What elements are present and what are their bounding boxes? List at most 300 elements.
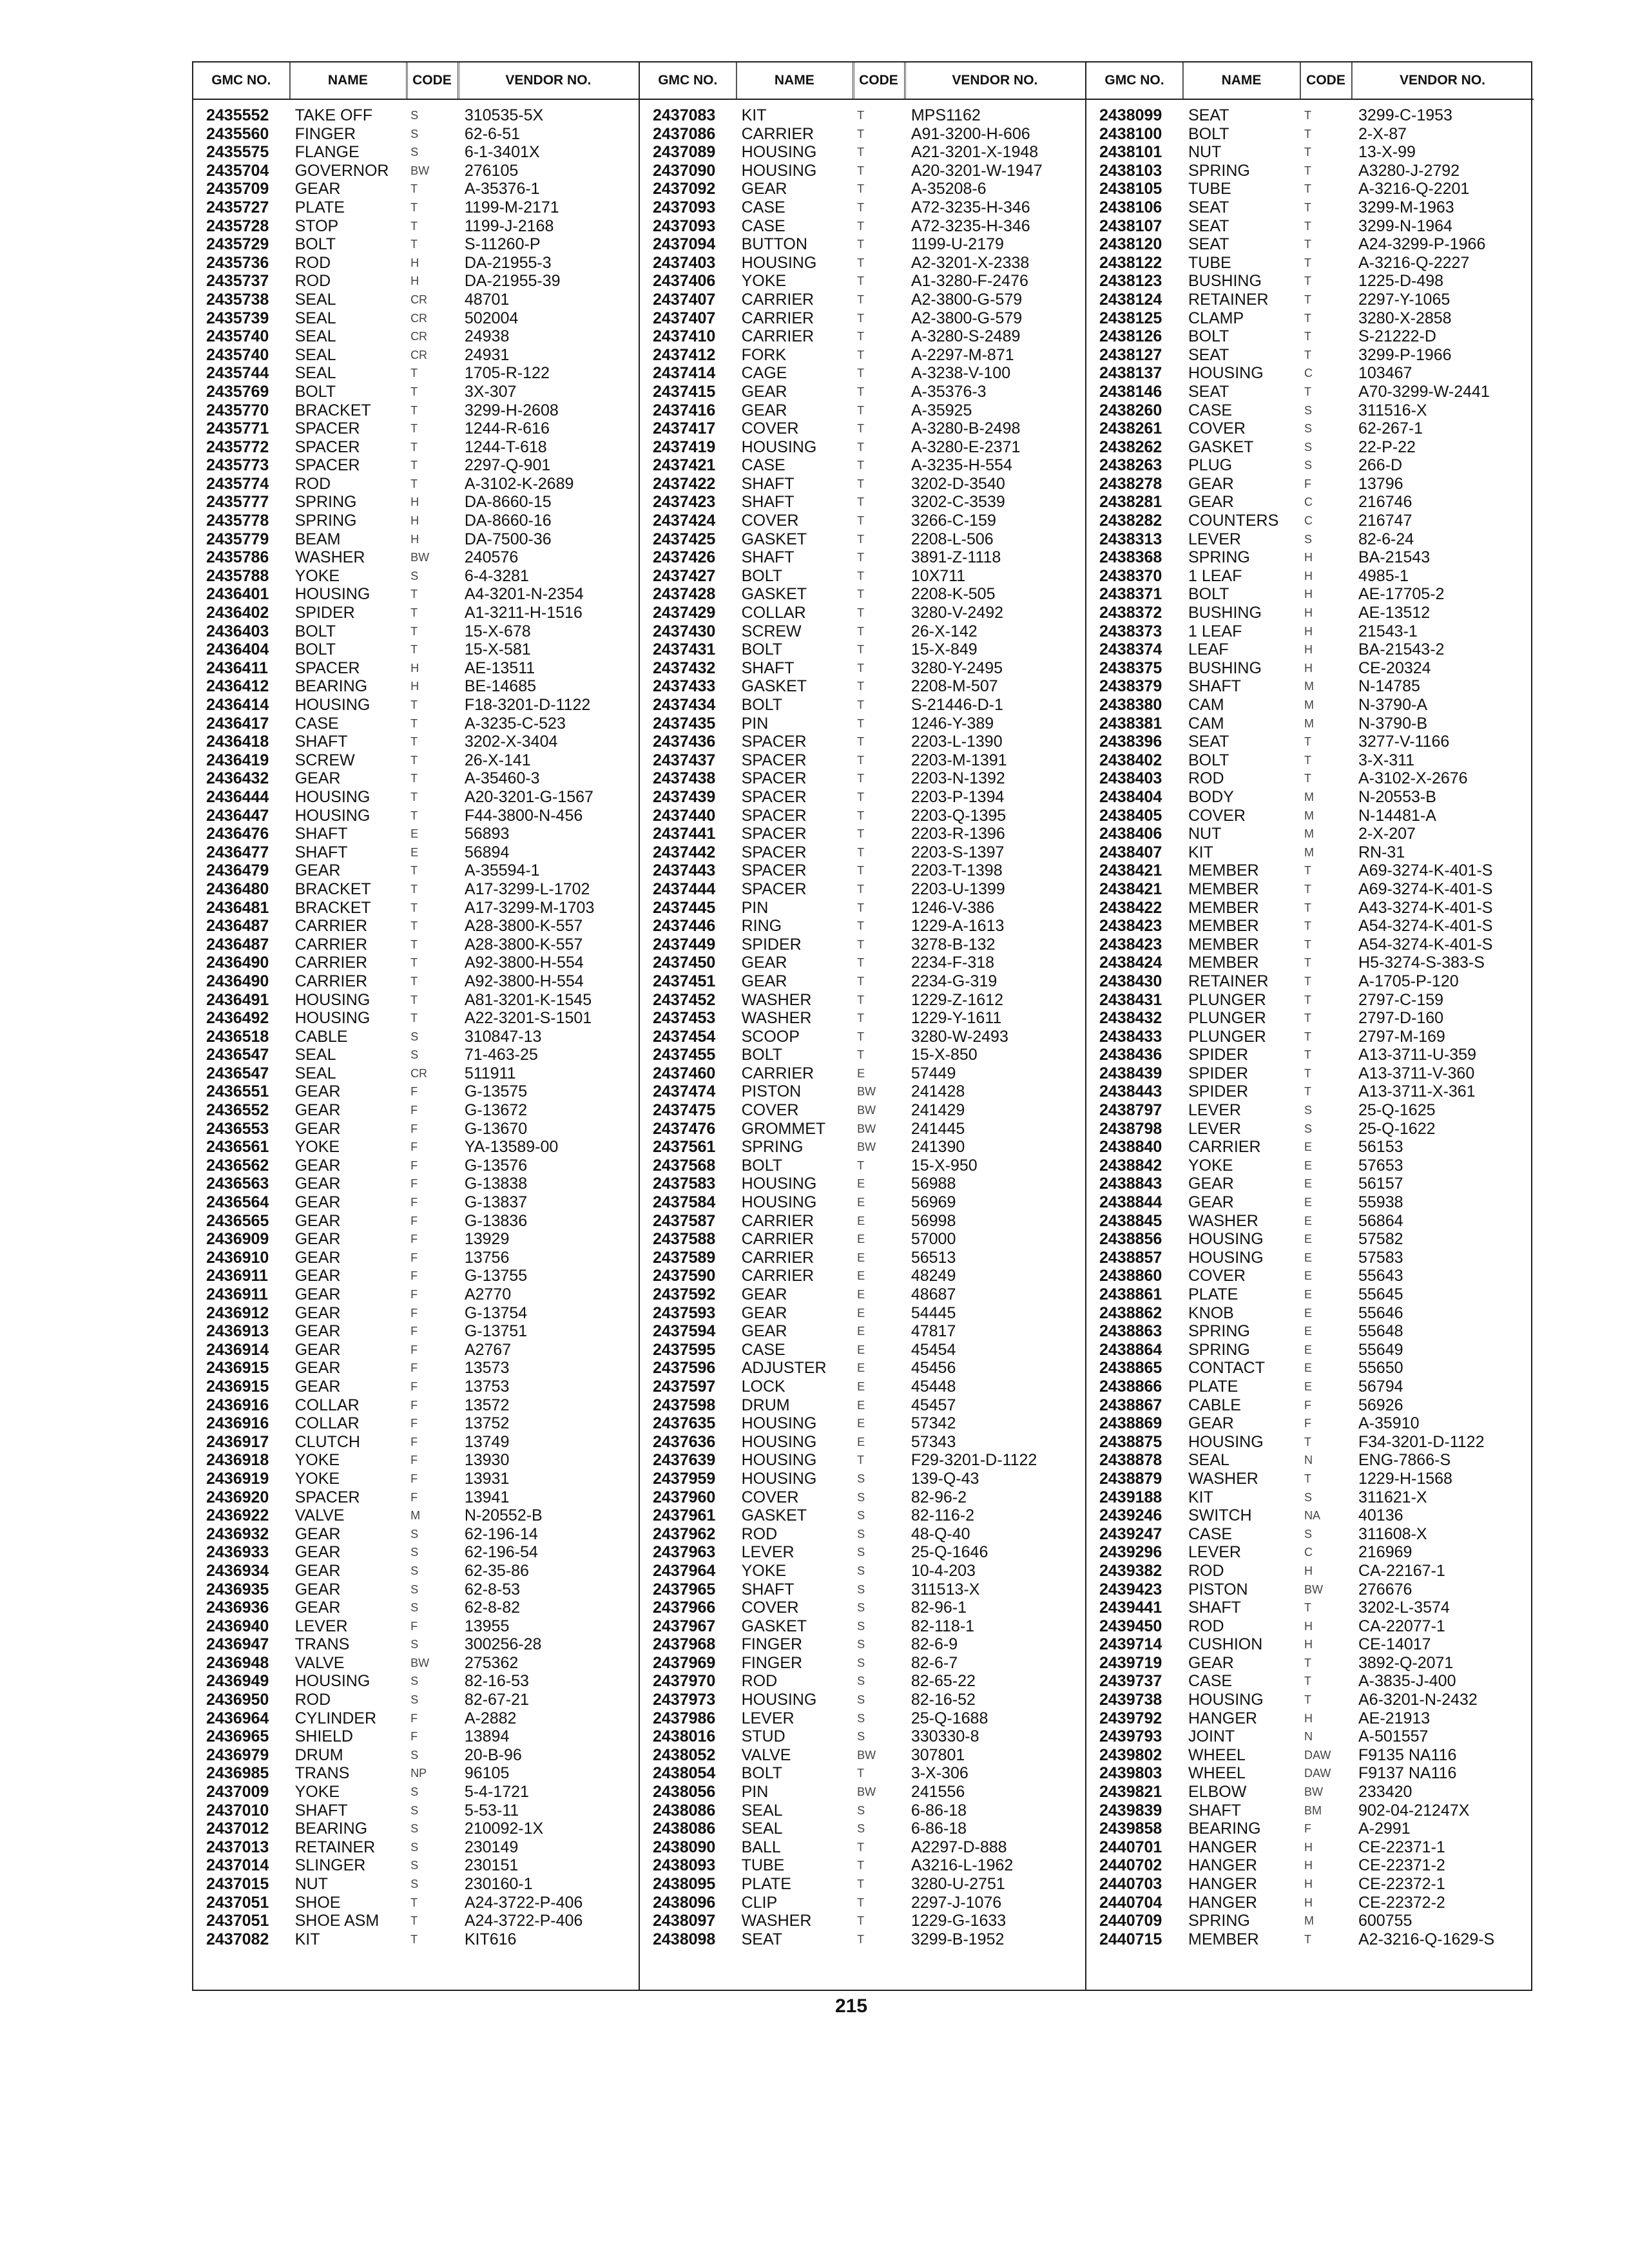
- vendor-no-cell: 57342: [911, 1414, 956, 1433]
- vendor-no-cell: 6-1-3401X: [464, 143, 540, 162]
- vendor-no-cell: 233420: [1358, 1783, 1412, 1802]
- gmc-no-cell: 2436479: [206, 861, 269, 880]
- code-cell: S: [1304, 459, 1313, 472]
- vendor-no-cell: 13756: [464, 1248, 510, 1267]
- name-cell: CAM: [1188, 714, 1224, 733]
- vendor-no-cell: 502004: [464, 309, 519, 327]
- vendor-no-cell: BA-21543: [1358, 548, 1431, 567]
- name-cell: GEAR: [294, 769, 341, 788]
- name-cell: SWITCH: [1188, 1506, 1252, 1525]
- gmc-no-cell: 2437568: [653, 1156, 716, 1175]
- table-rows: [193, 106, 639, 1948]
- code-cell: T: [857, 606, 865, 620]
- code-cell: T: [857, 569, 865, 582]
- table-row: [1086, 1856, 1534, 1875]
- name-cell: HOUSING: [741, 161, 817, 180]
- table-row: [640, 1783, 1085, 1802]
- name-cell: HOUSING: [294, 787, 371, 806]
- name-cell: SPACER: [741, 733, 807, 751]
- vendor-no-cell: 48-Q-40: [911, 1524, 970, 1543]
- table-row: [640, 1709, 1085, 1728]
- gmc-no-cell: 2439737: [1099, 1672, 1162, 1691]
- gmc-no-cell: 2438842: [1099, 1156, 1162, 1175]
- vendor-no-cell: 2297-J-1076: [911, 1893, 1002, 1912]
- vendor-no-cell: A24-3299-P-1966: [1358, 235, 1486, 254]
- gmc-no-cell: 2437589: [653, 1248, 716, 1267]
- gmc-no-cell: 2438375: [1099, 658, 1162, 677]
- table-row: [1086, 198, 1534, 217]
- table-row: [1086, 1433, 1534, 1452]
- code-cell: T: [1304, 772, 1311, 785]
- vendor-no-cell: A-35594-1: [464, 861, 540, 880]
- code-cell: S: [410, 1030, 419, 1043]
- table-row: [1086, 143, 1534, 162]
- table-row: [1086, 1230, 1534, 1249]
- table-row: [1086, 1082, 1534, 1101]
- code-cell: E: [857, 1196, 865, 1209]
- gmc-no-cell: 2437445: [653, 898, 716, 917]
- code-cell: T: [1304, 200, 1311, 214]
- vendor-no-cell: A91-3200-H-606: [911, 124, 1030, 143]
- gmc-no-cell: 2437051: [206, 1912, 269, 1930]
- code-cell: T: [1304, 1932, 1311, 1946]
- vendor-no-cell: 3278-B-132: [911, 935, 996, 954]
- vendor-no-cell: A43-3274-K-401-S: [1358, 898, 1493, 917]
- code-cell: S: [410, 1601, 419, 1615]
- vendor-no-cell: A-35208-6: [911, 180, 987, 198]
- name-cell: HOUSING: [741, 1175, 817, 1193]
- vendor-no-cell: G-13672: [464, 1101, 528, 1120]
- name-cell: SHAFT: [294, 1801, 348, 1820]
- code-cell: T: [857, 164, 865, 177]
- gmc-no-cell: 2437092: [653, 180, 716, 198]
- vendor-no-cell: 56988: [911, 1175, 956, 1193]
- name-cell: SPIDER: [1188, 1082, 1249, 1101]
- table-row: [640, 1506, 1085, 1525]
- gmc-no-cell: 2440702: [1099, 1856, 1162, 1875]
- table-row: [1086, 1562, 1534, 1581]
- table-row: [193, 788, 639, 807]
- code-cell: F: [410, 1711, 418, 1725]
- name-cell: VALVE: [294, 1506, 345, 1525]
- table-row: [193, 1746, 639, 1765]
- vendor-no-cell: A69-3274-K-401-S: [1358, 861, 1493, 880]
- name-cell: GOVERNOR: [294, 161, 389, 180]
- vendor-no-cell: 311516-X: [1358, 401, 1427, 419]
- code-cell: T: [857, 127, 865, 140]
- code-cell: BW: [1304, 1582, 1323, 1596]
- name-cell: SHIELD: [294, 1727, 353, 1746]
- table-row: [640, 1691, 1085, 1709]
- code-cell: E: [857, 1269, 865, 1283]
- code-cell: S: [857, 1564, 865, 1577]
- table-row: [640, 843, 1085, 862]
- name-cell: SPACER: [741, 861, 807, 880]
- vendor-no-cell: 1705-R-122: [464, 364, 550, 383]
- name-cell: GEAR: [294, 1101, 341, 1120]
- gmc-no-cell: 2436916: [206, 1396, 269, 1414]
- table-row: [1086, 1175, 1534, 1193]
- code-cell: M: [1304, 845, 1314, 859]
- name-cell: SHAFT: [741, 658, 795, 677]
- name-cell: GEAR: [294, 1175, 341, 1193]
- gmc-no-cell: 2439296: [1099, 1543, 1162, 1562]
- table-row: [193, 1322, 639, 1341]
- gmc-no-cell: 2437597: [653, 1377, 716, 1396]
- name-cell: BALL: [741, 1838, 781, 1856]
- table-row: [640, 769, 1085, 788]
- gmc-no-cell: 2438261: [1099, 419, 1162, 438]
- vendor-no-cell: 310535-5X: [464, 106, 544, 124]
- code-cell: H: [1304, 1859, 1313, 1872]
- vendor-no-cell: 3299-C-1953: [1358, 106, 1452, 124]
- vendor-no-cell: 216746: [1358, 493, 1412, 512]
- vendor-no-cell: 3299-H-2608: [464, 401, 559, 419]
- gmc-no-cell: 2439719: [1099, 1653, 1162, 1672]
- table-row: [193, 1838, 639, 1857]
- table-row: [640, 1635, 1085, 1654]
- vendor-no-cell: 48687: [911, 1285, 956, 1303]
- gmc-no-cell: 2436918: [206, 1451, 269, 1470]
- name-cell: YOKE: [294, 1469, 340, 1488]
- vendor-no-cell: 330330-8: [911, 1727, 979, 1746]
- column-divider: [1300, 62, 1301, 99]
- table-row: [1086, 861, 1534, 880]
- vendor-no-cell: A13-3711-V-360: [1358, 1064, 1475, 1082]
- name-cell: BOLT: [1188, 585, 1229, 604]
- code-cell: T: [857, 993, 865, 1006]
- code-cell: H: [1304, 1896, 1313, 1909]
- table-row: [640, 1654, 1085, 1673]
- name-cell: ELBOW: [1188, 1783, 1247, 1802]
- code-cell: S: [1304, 422, 1313, 436]
- vendor-no-cell: 26-X-141: [464, 751, 531, 769]
- table-row: [640, 880, 1085, 899]
- name-cell: PLATE: [741, 1875, 791, 1893]
- table-row: [1086, 1654, 1534, 1673]
- vendor-no-cell: F44-3800-N-456: [464, 806, 583, 825]
- table-row: [640, 1359, 1085, 1378]
- table-row: [640, 272, 1085, 291]
- vendor-no-cell: F9137 NA116: [1358, 1764, 1457, 1783]
- name-cell: CABLE: [1188, 1396, 1241, 1414]
- name-cell: ROD: [294, 1691, 331, 1709]
- code-cell: T: [857, 146, 865, 159]
- gmc-no-cell: 2436933: [206, 1543, 269, 1562]
- name-cell: GASKET: [741, 677, 807, 696]
- name-cell: SHAFT: [1188, 677, 1241, 696]
- vendor-no-cell: CE-22372-1: [1358, 1875, 1445, 1893]
- code-cell: T: [1304, 1472, 1311, 1485]
- vendor-no-cell: 62-35-86: [464, 1561, 529, 1580]
- gmc-no-cell: 2436404: [206, 640, 269, 659]
- code-cell: E: [857, 1325, 865, 1338]
- vendor-no-cell: G-13576: [464, 1156, 528, 1175]
- name-cell: CYLINDER: [294, 1709, 377, 1727]
- name-cell: HOUSING: [294, 696, 371, 714]
- code-cell: E: [857, 1288, 865, 1301]
- name-cell: LEVER: [294, 1617, 348, 1635]
- vendor-no-cell: 2203-T-1398: [911, 861, 1003, 880]
- vendor-no-cell: 13-X-99: [1358, 143, 1416, 162]
- table-row: [193, 162, 639, 180]
- gmc-no-cell: 2437086: [653, 124, 716, 143]
- code-cell: S: [1304, 1490, 1313, 1504]
- code-cell: T: [410, 956, 418, 970]
- header-vendor-no: VENDOR NO.: [1399, 73, 1485, 88]
- gmc-no-cell: 2435729: [206, 235, 269, 254]
- table-row: [193, 254, 639, 273]
- table-row: [193, 917, 639, 936]
- name-cell: PISTON: [741, 1082, 802, 1101]
- table-row: [640, 1378, 1085, 1396]
- table-row: [193, 512, 639, 530]
- name-cell: GEAR: [741, 401, 787, 419]
- vendor-no-cell: 40136: [1358, 1506, 1403, 1525]
- table-row: [193, 1138, 639, 1157]
- code-cell: M: [1304, 790, 1314, 803]
- name-cell: FINGER: [741, 1635, 803, 1654]
- table-row: [1086, 1599, 1534, 1617]
- name-cell: GROMMET: [741, 1119, 826, 1138]
- code-cell: F: [410, 1104, 418, 1117]
- gmc-no-cell: 2438120: [1099, 235, 1162, 254]
- table-row: [640, 1046, 1085, 1064]
- table-row: [1086, 1470, 1534, 1488]
- table-row: [640, 807, 1085, 825]
- gmc-no-cell: 2436932: [206, 1524, 269, 1543]
- name-cell: COUNTERS: [1188, 512, 1279, 530]
- gmc-no-cell: 2435786: [206, 548, 269, 567]
- name-cell: BOLT: [1188, 124, 1229, 143]
- gmc-no-cell: 2438431: [1099, 990, 1162, 1009]
- vendor-no-cell: 2203-L-1390: [911, 733, 1003, 751]
- table-row: [193, 567, 639, 586]
- code-cell: T: [857, 311, 865, 325]
- table-row: [1086, 364, 1534, 383]
- vendor-no-cell: A70-3299-W-2441: [1358, 382, 1490, 401]
- vendor-no-cell: 3202-L-3574: [1358, 1599, 1450, 1617]
- code-cell: F: [1304, 1417, 1311, 1430]
- code-cell: H: [410, 514, 419, 528]
- gmc-no-cell: 2437967: [653, 1617, 716, 1635]
- table-row: [1086, 1838, 1534, 1857]
- name-cell: GEAR: [294, 1543, 341, 1562]
- gmc-no-cell: 2435739: [206, 309, 269, 327]
- code-cell: NP: [410, 1767, 427, 1780]
- gmc-no-cell: 2435744: [206, 364, 269, 383]
- table-row: [640, 751, 1085, 770]
- code-cell: C: [1304, 495, 1313, 509]
- name-cell: GEAR: [741, 180, 787, 198]
- gmc-no-cell: 2440703: [1099, 1875, 1162, 1893]
- table-row: [193, 106, 639, 125]
- code-cell: M: [1304, 827, 1314, 841]
- vendor-no-cell: 216969: [1358, 1543, 1412, 1562]
- table-row: [1086, 1746, 1534, 1765]
- name-cell: SEAT: [741, 1930, 783, 1948]
- gmc-no-cell: 2438101: [1099, 143, 1162, 162]
- vendor-no-cell: 2203-Q-1395: [911, 806, 1007, 825]
- name-cell: CUSHION: [1188, 1635, 1263, 1654]
- vendor-no-cell: A54-3274-K-401-S: [1358, 917, 1493, 936]
- table-row: [640, 1875, 1085, 1894]
- table-row: [640, 1175, 1085, 1193]
- code-cell: T: [857, 882, 865, 896]
- vendor-no-cell: 3-X-311: [1358, 751, 1415, 769]
- gmc-no-cell: 2437082: [206, 1930, 269, 1948]
- header-gmc-no: GMC NO.: [1086, 62, 1183, 99]
- vendor-no-cell: 62-8-53: [464, 1580, 520, 1599]
- vendor-no-cell: AE-17705-2: [1358, 585, 1445, 604]
- code-cell: H: [1304, 661, 1313, 675]
- gmc-no-cell: 2436979: [206, 1745, 269, 1764]
- vendor-no-cell: 2203-N-1392: [911, 769, 1005, 788]
- code-cell: S: [410, 1803, 419, 1817]
- vendor-no-cell: A28-3800-K-557: [464, 935, 583, 954]
- code-cell: T: [857, 680, 865, 693]
- table-row: [1086, 180, 1534, 198]
- gmc-no-cell: 2436935: [206, 1580, 269, 1599]
- table-row: [193, 696, 639, 715]
- code-cell: S: [410, 1859, 419, 1872]
- column-divider: [1183, 62, 1184, 99]
- name-cell: KIT: [741, 106, 767, 124]
- code-cell: T: [1304, 164, 1311, 177]
- name-cell: GEAR: [294, 1267, 341, 1285]
- vendor-no-cell: 96105: [464, 1764, 510, 1783]
- code-cell: S: [1304, 440, 1313, 454]
- gmc-no-cell: 2436552: [206, 1101, 269, 1120]
- name-cell: CASE: [741, 456, 786, 475]
- vendor-no-cell: F29-3201-D-1122: [911, 1451, 1037, 1470]
- name-cell: GASKET: [1188, 437, 1254, 456]
- vendor-no-cell: 230151: [464, 1856, 519, 1875]
- table-row: [1086, 125, 1534, 144]
- vendor-no-cell: 82-6-24: [1358, 530, 1414, 548]
- code-cell: T: [857, 790, 865, 803]
- name-cell: WHEEL: [1188, 1745, 1246, 1764]
- code-cell: F: [410, 1454, 418, 1467]
- name-cell: LEVER: [741, 1709, 795, 1727]
- vendor-no-cell: 240576: [464, 548, 519, 567]
- gmc-no-cell: 2436919: [206, 1469, 269, 1488]
- gmc-no-cell: 2438865: [1099, 1359, 1162, 1378]
- name-cell: CAM: [1188, 696, 1224, 714]
- name-cell: HOUSING: [294, 1009, 371, 1028]
- table-row: [1086, 1267, 1534, 1285]
- vendor-no-cell: ENG-7866-S: [1358, 1451, 1451, 1470]
- table-row: [1086, 1912, 1534, 1930]
- table-row: [193, 1230, 639, 1249]
- table-row: [640, 1912, 1085, 1930]
- name-cell: SEAT: [1188, 106, 1229, 124]
- table-row: [640, 1433, 1085, 1452]
- vendor-no-cell: 3299-P-1966: [1358, 345, 1452, 364]
- name-cell: GEAR: [741, 1303, 787, 1322]
- name-cell: GEAR: [294, 1599, 341, 1617]
- gmc-no-cell: 2438372: [1099, 604, 1162, 622]
- code-cell: T: [857, 864, 865, 878]
- code-cell: T: [857, 495, 865, 509]
- gmc-no-cell: 2436414: [206, 696, 269, 714]
- name-cell: SEAT: [1188, 345, 1229, 364]
- gmc-no-cell: 2440701: [1099, 1838, 1162, 1856]
- gmc-no-cell: 2440709: [1099, 1912, 1162, 1930]
- table-row: [1086, 807, 1534, 825]
- gmc-no-cell: 2436965: [206, 1727, 269, 1746]
- table-row: [1086, 1875, 1534, 1894]
- table-row: [193, 1193, 639, 1212]
- gmc-no-cell: 2438090: [653, 1838, 716, 1856]
- vendor-no-cell: 3280-U-2751: [911, 1875, 1005, 1893]
- name-cell: RETAINER: [294, 1838, 376, 1856]
- code-cell: F: [410, 1361, 418, 1375]
- name-cell: CARRIER: [741, 290, 815, 309]
- name-cell: ROD: [294, 272, 331, 291]
- table-row: [640, 235, 1085, 254]
- gmc-no-cell: 2437598: [653, 1396, 716, 1414]
- gmc-no-cell: 2438381: [1099, 714, 1162, 733]
- table-row: [1086, 1046, 1534, 1064]
- vendor-no-cell: 57582: [1358, 1230, 1403, 1249]
- gmc-no-cell: 2438878: [1099, 1451, 1162, 1470]
- gmc-no-cell: 2438278: [1099, 474, 1162, 493]
- table-row: [1086, 899, 1534, 918]
- gmc-no-cell: 2437429: [653, 604, 716, 622]
- code-cell: M: [1304, 680, 1314, 693]
- vendor-no-cell: 1225-D-498: [1358, 272, 1444, 291]
- name-cell: WHEEL: [1188, 1764, 1246, 1783]
- code-cell: CR: [410, 293, 428, 306]
- gmc-no-cell: 2435560: [206, 124, 269, 143]
- name-cell: HOUSING: [294, 1672, 371, 1691]
- name-cell: HOUSING: [741, 1451, 817, 1470]
- column-divider: [407, 62, 408, 99]
- table-row: [1086, 419, 1534, 438]
- gmc-no-cell: 2437433: [653, 677, 716, 696]
- table-row: [193, 1120, 639, 1139]
- name-cell: GEAR: [294, 1561, 341, 1580]
- table-row: [640, 1414, 1085, 1433]
- gmc-no-cell: 2438263: [1099, 456, 1162, 475]
- code-cell: T: [410, 219, 418, 233]
- name-cell: BOLT: [741, 1046, 783, 1064]
- name-cell: BEARING: [294, 677, 368, 696]
- gmc-no-cell: 2438100: [1099, 124, 1162, 143]
- table-row: [193, 843, 639, 862]
- table-row: [193, 677, 639, 696]
- name-cell: COLLAR: [741, 604, 806, 622]
- code-cell: T: [1304, 735, 1311, 749]
- table-row: [1086, 438, 1534, 457]
- gmc-no-cell: 2438423: [1099, 917, 1162, 936]
- name-cell: PLUNGER: [1188, 1009, 1266, 1028]
- code-cell: S: [857, 1822, 865, 1836]
- code-cell: E: [1304, 1306, 1313, 1320]
- name-cell: SEAT: [1188, 733, 1229, 751]
- code-cell: F: [410, 1490, 418, 1504]
- code-cell: E: [857, 1251, 865, 1264]
- gmc-no-cell: 2437435: [653, 714, 716, 733]
- vendor-no-cell: CE-22371-2: [1358, 1856, 1445, 1875]
- vendor-no-cell: AE-21913: [1358, 1709, 1431, 1727]
- name-cell: COVER: [741, 512, 799, 530]
- table-row: [1086, 1783, 1534, 1802]
- vendor-no-cell: S-21446-D-1: [911, 696, 1003, 714]
- name-cell: SPACER: [741, 769, 807, 788]
- vendor-no-cell: 55938: [1358, 1193, 1403, 1212]
